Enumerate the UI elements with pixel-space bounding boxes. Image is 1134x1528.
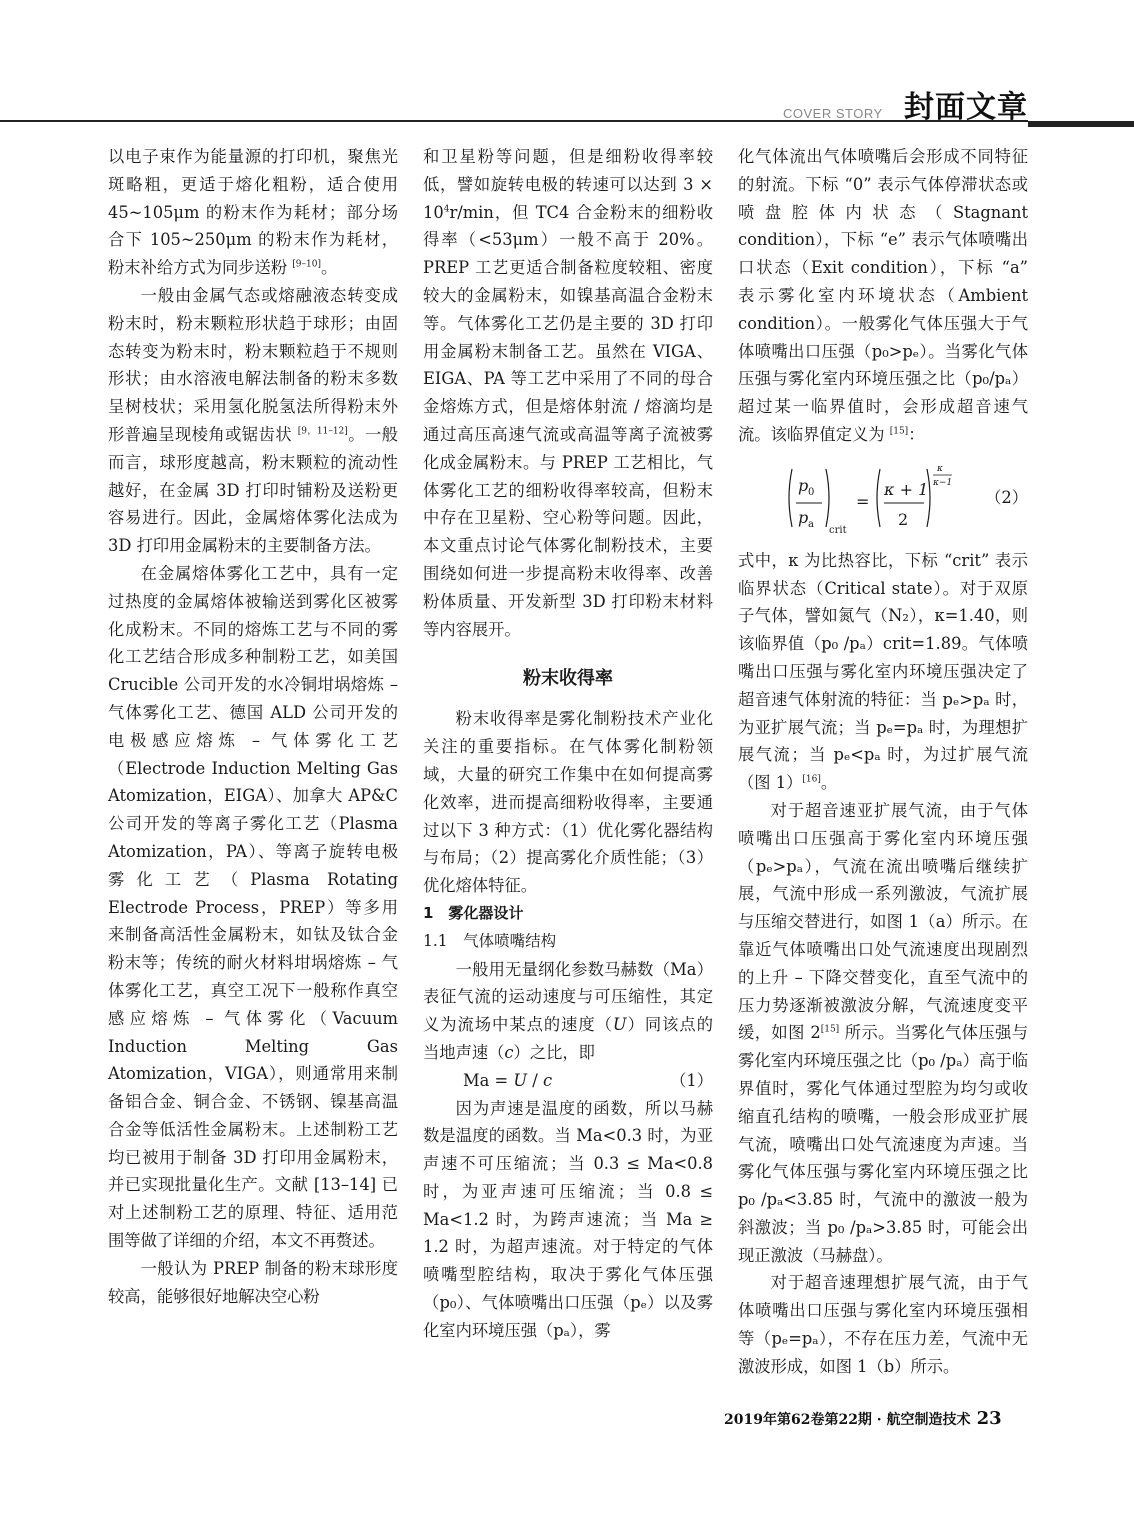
- section-title: 封面文章: [904, 90, 1028, 125]
- paragraph: 对于超音速理想扩展气流，由于气体喷嘴出口压强与雾化室内环境压强相等（pₑ=pₐ），不存在压力差，气流中无激波形成，如图 1（b）所示。: [738, 1273, 1028, 1376]
- svg-text:p: p: [798, 475, 809, 495]
- equation-2: [738, 451, 1028, 545]
- paragraph: 一般由金属气态或熔融液态转变成粉末时，粉末颗粒形状趋于球形；由固态转变为粉末时，粉末颗粒趋于不规则形状；由水溶液电解法制备的粉末多数呈树枝状；采用氢化脱氢法所得粉末外形普遍呈现棱角或锯齿状 [9，11–12]。一般而言，球形度越高，粉末颗粒的流动性越好，在金属 3D 打印时铺粉及送粉更容易进行。因此，金属熔体雾化法成为 3D 打印用金属粉末的主要制备方法。: [108, 285, 398, 556]
- cover-story-label: COVER STORY: [783, 106, 883, 121]
- paragraph: 在金属熔体雾化工艺中，具有一定过热度的金属熔体被输送到雾化区被雾化成粉末。不同的熔炼工艺与不同的雾化工艺结合形成多种制粉工艺，如美国 Crucible 公司开发的水冷铜坩埚熔炼 – 气体雾化工艺、德国 ALD 公司开发的电极感应熔炼 – 气体雾化工艺（Electrode Induction Melting Gas Atomization，EIGA）、加拿大 AP&C 公司开发的等离子雾化工艺（Plasma Atomization，PA）、等离子旋转电极雾化工艺（Plasma Rotating Electrode Process，PREP）等多用来制备高活性金属粉末，如钛及钛合金粉末等；传统的耐火材料坩埚熔炼 – 气体雾化工艺，真空工况下一般称作真空感应熔炼 – 气体雾化（Vacuum Induction Melting Gas Atomization，VIGA），则通常用来制备铝合金、铜合金、不锈钢、镍基高温合金等低活性金属粉末。上述制粉工艺均已被用于制备 3D 打印用金属粉末，并已实现批量化生产。文献 [13–14] 已对上述制粉工艺的原理、特征、适用范围等做了详细的介绍，本文不再赘述。: [108, 563, 398, 1251]
- svg-text:0: 0: [808, 486, 815, 498]
- paragraph: 一般认为 PREP 制备的粉末球形度较高，能够很好地解决空心粉: [108, 1258, 398, 1306]
- column-2: [423, 143, 713, 1345]
- equation-number: （2）: [985, 487, 1028, 507]
- paragraph: 以电子束作为能量源的打印机，聚焦光斑略粗，更适于熔化粗粉，适合使用 45~105μm 的粉末作为耗材；部分场合下 105~250μm 的粉末作为耗材，粉末补给方式为同步送粉 [9–10]。: [108, 147, 398, 278]
- column-1: [108, 143, 398, 1310]
- page-number: 23: [976, 1408, 1002, 1429]
- svg-text:crit: crit: [829, 524, 847, 536]
- citation: [9，11–12]: [297, 426, 348, 437]
- subsubsection-heading: 1.1 气体喷嘴结构: [423, 931, 557, 950]
- paragraph: 对于超音速亚扩展气流，由于气体喷嘴出口压强高于雾化室内环境压强（pₑ>pₐ），气流在流出喷嘴后继续扩展，气流中形成一系列激波，气流扩展与压缩交替进行，如图 1（a）所示。在靠近气体喷嘴出口处气流速度出现剧烈的上升 – 下降交替变化，直至气流中的压力势逐渐被激波分解，气流速度变平缓，如图 2[15] 所示。当雾化气体压强与雾化室内环境压强之比（p₀ /pₐ）高于临界值时，雾化气体通过型腔为均匀或收缩直孔结构的喷嘴，一般会形成亚扩展气流，喷嘴出口处气流速度为声速。当雾化气体压强与雾化室内环境压强之比 p₀ /pₐ<3.85 时，气流中的激波一般为斜激波；当 p₀ /pₐ>3.85 时，可能会出现正激波（马赫盘）。: [738, 800, 1028, 1265]
- citation: [9–10]: [292, 259, 321, 270]
- paragraph: 因为声速是温度的函数，所以马赫数是温度的函数。当 Ma<0.3 时，为亚声速不可压缩流；当 0.3 ≤ Ma<0.8 时，为亚声速可压缩流；当 0.8 ≤ Ma<1.2 时，为跨声速流；当 Ma ≥ 1.2 时，为超声速流。对于特定的气体喷嘴型腔结构，取决于雾化气体压强（p₀）、气体喷嘴出口压强（pₑ）以及雾化室内环境压强（pₐ），雾: [423, 1098, 713, 1340]
- header-accent-bar: [1028, 121, 1134, 127]
- paragraph: 式中，κ 为比热容比，下标 “crit” 表示临界状态（Critical state）。对于双原子气体，譬如氮气（N₂），κ=1.40，则该临界值（p₀ /pₐ）crit=1.89。气体喷嘴出口压强与雾化室内环境压强决定了超音速气体射流的特征：当 pₑ>pₐ 时，为亚扩展气流；当 pₑ=pₐ 时，为理想扩展气流；当 pₑ<pₐ 时，为过扩展气流（图 1）[16]。: [738, 550, 1028, 793]
- equation-number: （1）: [670, 1070, 713, 1090]
- page-footer: [724, 1408, 1002, 1429]
- svg-text:p: p: [798, 507, 809, 527]
- svg-text:κ−1: κ−1: [933, 477, 953, 488]
- paragraph: 粉末收得率是雾化制粉技术产业化关注的重要指标。在气体雾化制粉领域，大量的研究工作集中在如何提高雾化效率，进而提高细粉收得率，主要通过以下 3 种方式：（1）优化雾化器结构与布局；（2）提高雾化介质性能；（3）优化熔体特征。: [423, 709, 713, 896]
- svg-text:a: a: [808, 518, 814, 530]
- paragraph: 一般用无量纲化参数马赫数（Ma）表征气流的运动速度与可压缩性，其定义为流场中某点的速度（U）同该点的当地声速（c）之比，即: [423, 959, 713, 1062]
- equation-1: Ma = U / c （1）: [423, 1067, 713, 1095]
- svg-text:=: =: [856, 491, 870, 511]
- subsection-heading: 1 雾化器设计: [423, 903, 524, 922]
- paragraph: 和卫星粉等问题，但是细粉收得率较低，譬如旋转电极的转速可以达到 $3 \times 10^4r/\min$，但 TC4 合金粉末的细粉收得率（<53μm）一般不高于 20%。PREP 工艺更适合制备粒度较粗、密度较大的金属粉末，如镍基高温合金粉末等。气体雾化工艺仍是主要的 3D 打印用金属粉末制备工艺。虽然在 VIGA、EIGA、PA 等工艺中采用了不同的母合金熔炼方式，但是熔体射流 / 熔滴均是通过高压高速气流或高温等离子流被雾化成金属粉末。与 PREP 工艺相比，气体雾化工艺的细粉收得率较高，但粉末中存在卫星粉、空心粉等问题。因此，本文重点讨论气体雾化制粉技术，主要围绕如何进一步提高粉末收得率、改善粉体质量、开发新型 3D 打印粉末材料等内容展开。: [423, 147, 713, 639]
- svg-text:κ: κ: [937, 463, 943, 474]
- paragraph: 化气体流出气体喷嘴后会形成不同特征的射流。下标 “0” 表示气体停滞状态或喷盘腔体内状态（Stagnant condition），下标 “e” 表示气体喷嘴出口状态（Exit condition），下标 “a” 表示雾化室内环境状态（Ambient condition）。一般雾化气体压强大于气体喷嘴出口压强（p₀>pₑ）。当雾化气体压强与雾化室内环境压强之比（p₀/pₐ）超过某一临界值时，会形成超音速气流。该临界值定义为 [15]：: [738, 147, 1028, 444]
- column-3: [738, 143, 1028, 1381]
- journal-info: 2019年第62卷第22期 · 航空制造技术: [724, 1412, 971, 1428]
- svg-text:κ + 1: κ + 1: [884, 479, 929, 499]
- section-heading: 粉末收得率: [523, 668, 613, 690]
- svg-text:2: 2: [898, 509, 909, 529]
- equation-2-formula: [784, 453, 954, 543]
